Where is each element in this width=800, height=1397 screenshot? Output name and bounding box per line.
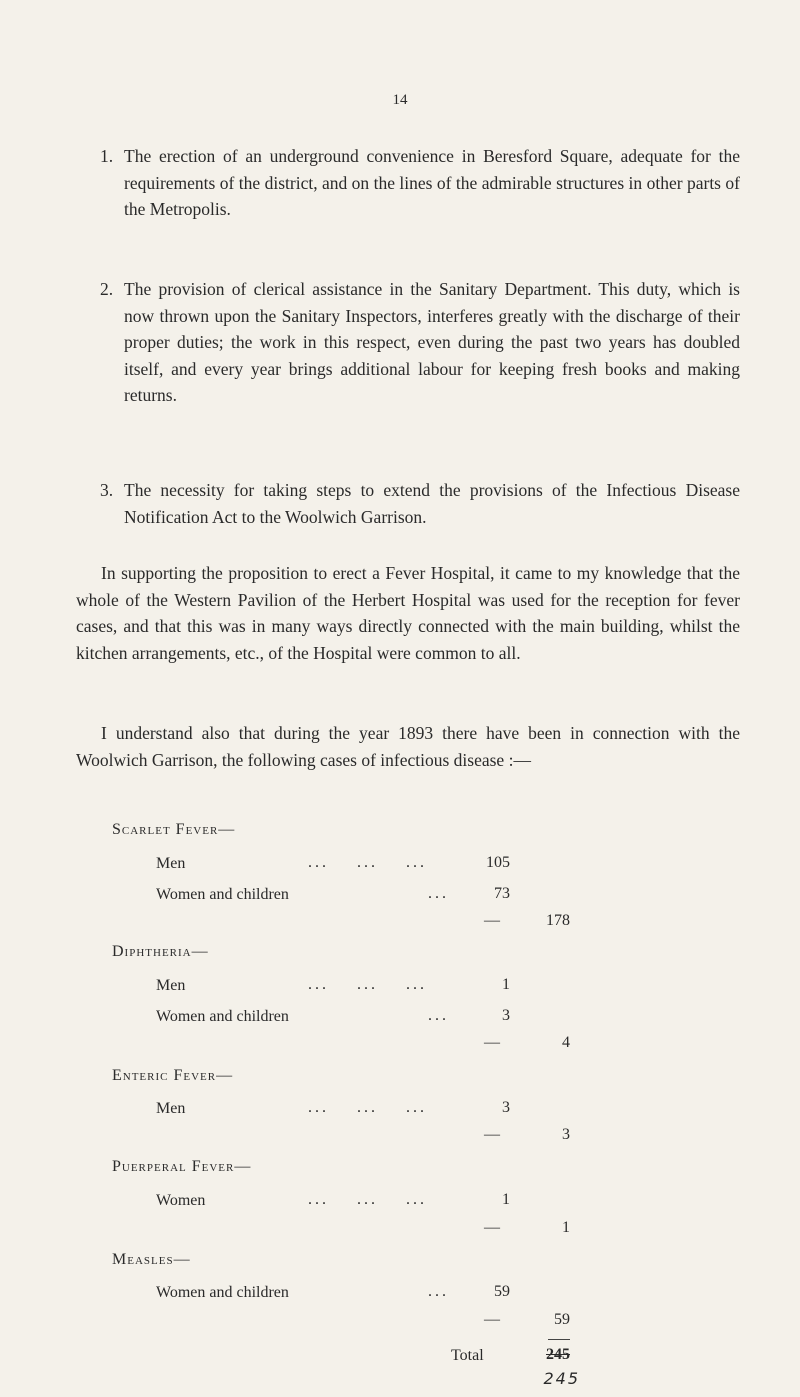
total-label: Total [451, 1347, 484, 1364]
row-value: 1 [502, 976, 510, 993]
leader-dots: ... ... ... [308, 1191, 427, 1208]
row-label: Men [156, 855, 186, 872]
item-number: 2. [100, 279, 114, 299]
row-label: Women [156, 1192, 206, 1209]
item-text: The necessity for taking steps to extend the provisions of the Infectious Disease Notification Act to the Woolwich Garrison. [124, 480, 740, 527]
leader-dots: ... [428, 1283, 449, 1300]
item-number: 3. [100, 480, 114, 500]
row-value: 73 [494, 885, 510, 902]
subtotal: 1 [562, 1219, 570, 1236]
leader-dots: ... [428, 885, 449, 902]
list-item [100, 276, 740, 409]
leader-dots: ... ... ... [308, 1099, 427, 1116]
total-rule [548, 1339, 570, 1340]
dash: — [484, 1126, 500, 1143]
row-value: 3 [502, 1099, 510, 1116]
row-value: 105 [486, 854, 510, 871]
category-heading: Measles— [112, 1251, 191, 1268]
subtotal: 3 [562, 1126, 570, 1143]
row-label: Men [156, 977, 186, 994]
total-handwritten: 245 [543, 1369, 580, 1388]
subtotal: 59 [554, 1311, 570, 1328]
row-value: 1 [502, 1191, 510, 1208]
paragraph: In supporting the proposition to erect a Fever Hospital, it came to my knowledge that the whole of the Western Pavilion of the Herbert Hospital was used for the reception for fever cases, and that this was in many ways directly connected with the main building, whilst the kitchen arrangements, etc., of the Hospital were common to all. [76, 563, 740, 663]
category-heading: Scarlet Fever— [112, 821, 236, 838]
page-number: 14 [392, 92, 408, 108]
item-number: 1. [100, 146, 114, 166]
total-printed-struck: 245 [546, 1346, 570, 1363]
dash: — [484, 1219, 500, 1236]
leader-dots: ... ... ... [308, 854, 427, 871]
list-item [100, 143, 740, 223]
row-value: 59 [494, 1283, 510, 1300]
dash: — [484, 1311, 500, 1328]
row-label: Women and children [156, 1284, 289, 1301]
leader-dots: ... ... ... [308, 976, 427, 993]
category-heading: Enteric Fever— [112, 1067, 234, 1084]
list-item [100, 477, 740, 530]
item-text: The provision of clerical assistance in the Sanitary Department. This duty, which is now thrown upon the Sanitary Inspectors, interferes greatly with the discharge of their proper duties; the work in this respect, even during the past two years has doubled itself, and every year brings additional labour for keeping fresh books and making returns. [124, 279, 740, 405]
dash: — [484, 1034, 500, 1051]
row-label: Women and children [156, 1008, 289, 1025]
dash: — [484, 912, 500, 929]
subtotal: 4 [562, 1034, 570, 1051]
item-text: The erection of an underground convenience in Beresford Square, adequate for the requirements of the district, and on the lines of the admirable structures in other parts of the Metropolis. [124, 146, 740, 219]
paragraph: I understand also that during the year 1893 there have been in connection with the Woolwich Garrison, the following cases of infectious disease :— [76, 723, 740, 770]
category-heading: Puerperal Fever— [112, 1158, 252, 1175]
leader-dots: ... [428, 1007, 449, 1024]
row-label: Men [156, 1100, 186, 1117]
row-label: Women and children [156, 886, 289, 903]
category-heading: Diphtheria— [112, 943, 209, 960]
row-value: 3 [502, 1007, 510, 1024]
subtotal: 178 [546, 912, 570, 929]
